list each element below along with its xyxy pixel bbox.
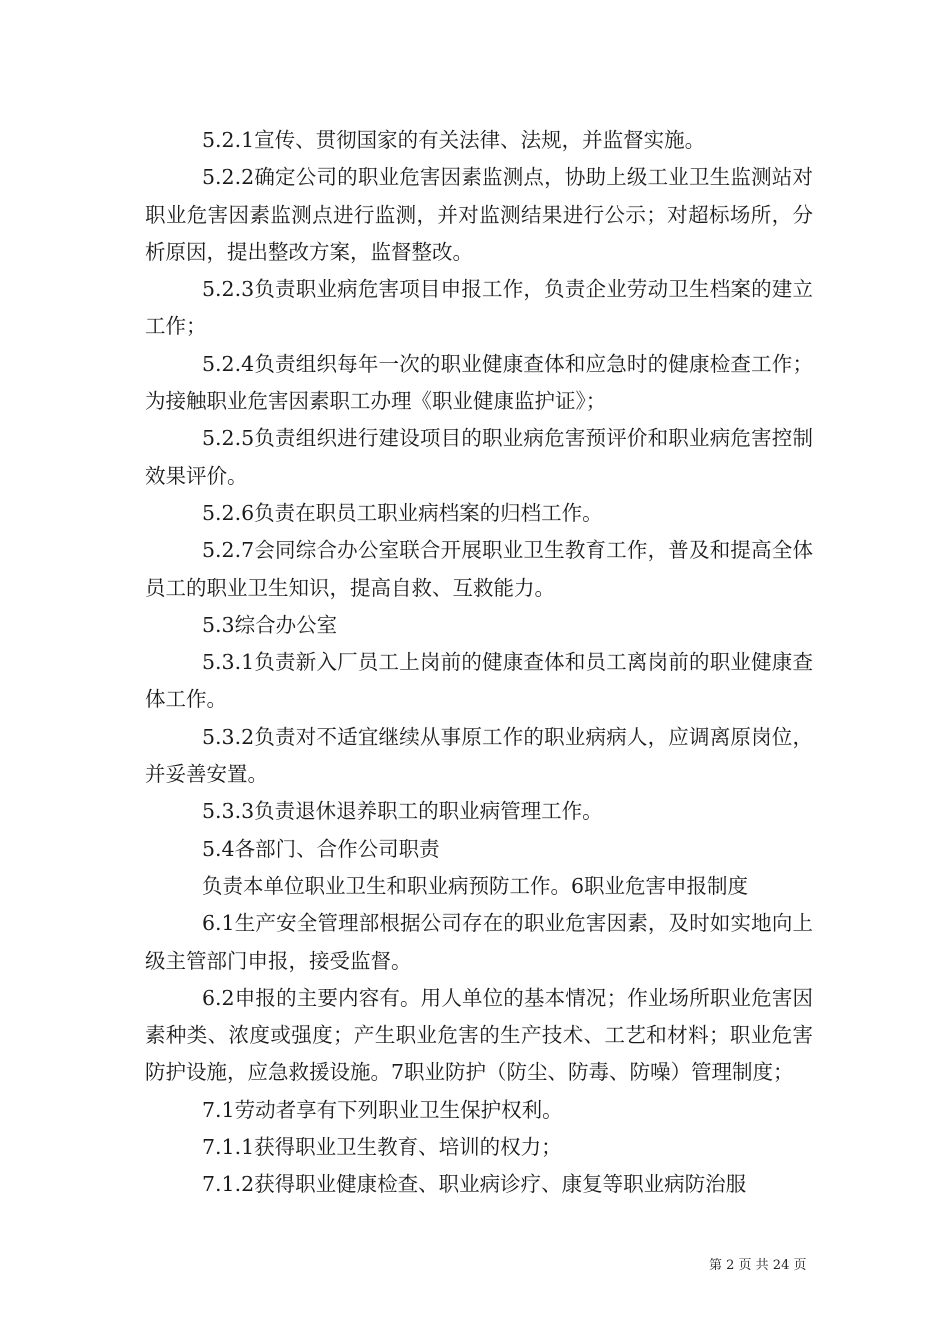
paragraph: 7.1.2获得职业健康检查、职业病诊疗、康复等职业病防治服 xyxy=(202,1172,747,1197)
paragraph: 5.2.2确定公司的职业危害因素监测点，协助上级工业卫生监测站对职业危害因素监测点进行监测，并对监测结果进行公示；对超标场所，分析原因，提出整改方案，监督整改。 xyxy=(145,165,813,264)
paragraph: 5.2.5负责组织进行建设项目的职业病危害预评价和职业病危害控制效果评价。 xyxy=(145,426,813,488)
paragraph: 6.2申报的主要内容有。用人单位的基本情况；作业场所职业危害因素种类、浓度或强度；产生职业危害的生产技术、工艺和材料；职业危害防护设施，应急救援设施。7职业防护（防尘、防毒、防噪）管理制度； xyxy=(145,985,813,1085)
paragraph: 5.3.3负责退休退养职工的职业病管理工作。 xyxy=(202,799,603,824)
paragraph: 5.2.7会同综合办公室联合开展职业卫生教育工作，普及和提高全体员工的职业卫生知识，提高自救、互救能力。 xyxy=(145,538,813,600)
paragraph: 5.3.2负责对不适宜继续从事原工作的职业病病人，应调离原岗位，并妥善安置。 xyxy=(145,724,813,787)
paragraph: 6.1生产安全管理部根据公司存在的职业危害因素，及时如实地向上级主管部门申报，接受监督。 xyxy=(145,911,813,973)
paragraph: 7.1劳动者享有下列职业卫生保护权利。 xyxy=(202,1097,563,1122)
paragraph: 负责本单位职业卫生和职业病预防工作。6职业危害申报制度 xyxy=(202,873,749,898)
paragraph: 5.2.6负责在职员工职业病档案的归档工作。 xyxy=(202,500,603,525)
paragraph: 5.3.1负责新入厂员工上岗前的健康查体和员工离岗前的职业健康查体工作。 xyxy=(145,650,813,712)
body-text xyxy=(145,122,813,1204)
section-heading: 5.3综合办公室 xyxy=(202,612,338,637)
paragraph: 5.2.4负责组织每年一次的职业健康查体和应急时的健康检查工作；为接触职业危害因素职工办理《职业健康监护证》； xyxy=(145,351,813,414)
paragraph: 5.2.3负责职业病危害项目申报工作，负责企业劳动卫生档案的建立工作； xyxy=(145,277,813,339)
page-number: 第 2 页 共 24 页 xyxy=(709,1258,807,1273)
paragraph: 5.2.1宣传、贯彻国家的有关法律、法规，并监督实施。 xyxy=(202,128,706,152)
paragraph: 7.1.1获得职业卫生教育、培训的权力； xyxy=(202,1135,562,1160)
section-heading: 5.4各部门、合作公司职责 xyxy=(202,836,440,861)
